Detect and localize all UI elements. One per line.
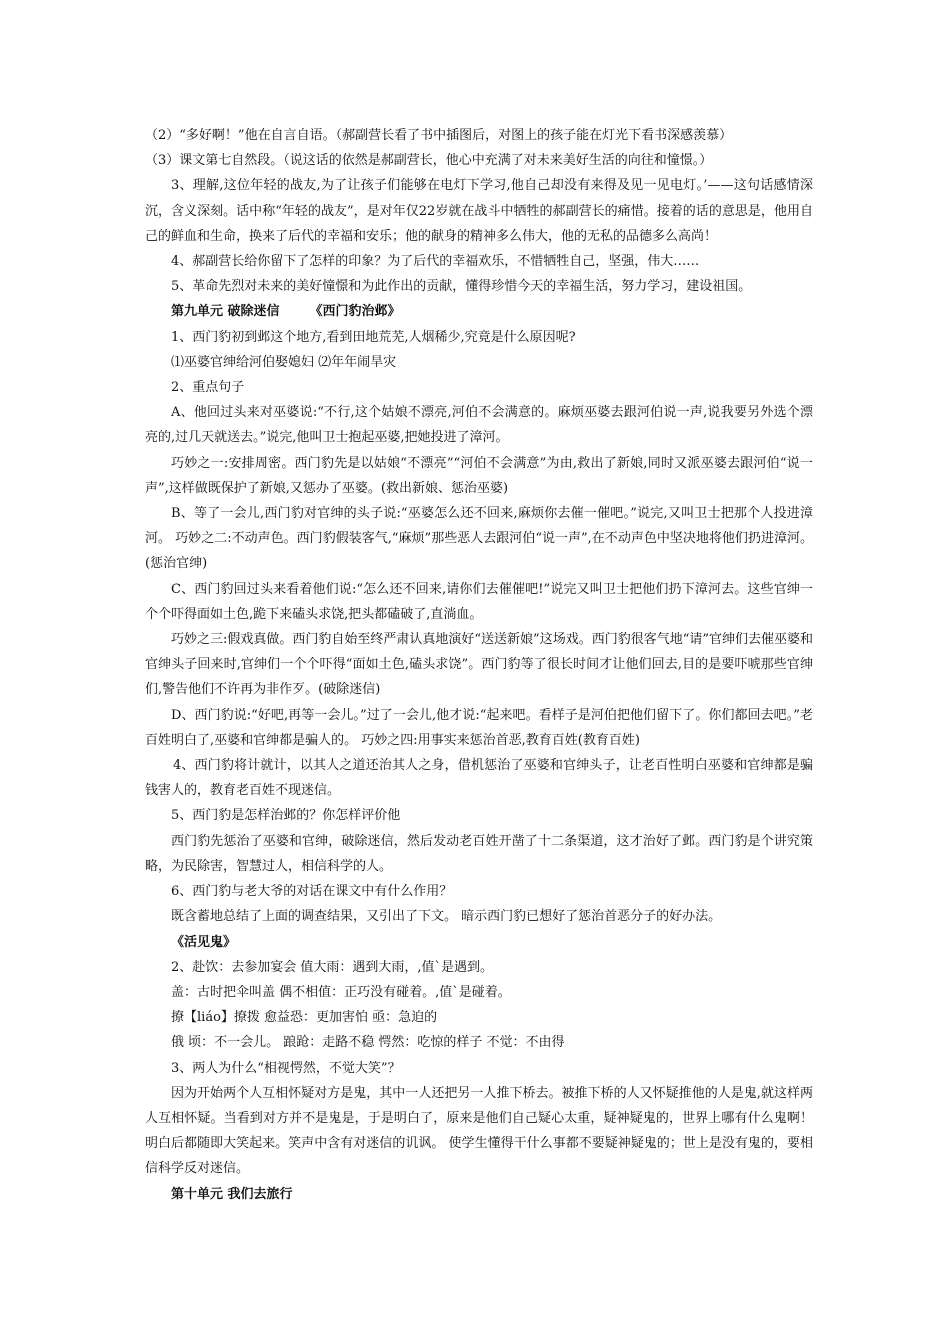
lesson-title: 《西门豹治邺》 — [309, 304, 401, 320]
unit-heading: 第十单元 我们去旅行 — [171, 1186, 293, 1202]
paragraph: （2）“多好啊！”他在自言自语。（郝副营长看了书中插图后，对图上的孩子能在灯光下看书深感羡慕） — [145, 128, 733, 143]
document-page — [145, 123, 813, 1207]
answer: 西门豹先惩治了巫婆和官绅，破除迷信，然后发动老百姓开凿了十二条渠道，这才治好了邺。西门豹是个讲究策略，为民除害，智慧过人，相信科学的人。 — [145, 833, 813, 874]
vocab-line: 俄 顷：不一会儿。 踉跄：走路不稳 愕然：吃惊的样子 不觉：不由得 — [171, 1035, 565, 1051]
paragraph: 巧妙之三:假戏真做。西门豹自始至终严肃认真地演好“送送新娘”这场戏。西门豹很客气地“请”官绅们去催巫婆和官绅头子回来时,官绅们一个个吓得“面如土色,磕头求饶”。西门豹等了很长时间才让他们回去,目的是要吓唬那些官绅们,警告他们不许再为非作歹。(破除迷信) — [145, 632, 813, 698]
paragraph: B、等了一会儿,西门豹对官绅的头子说:“巫婆怎么还不回来,麻烦你去催一催吧。”说完,又叫卫士把那个人投进漳河。 巧妙之二:不动声色。西门豹假装客气,“麻烦”那些恶人去跟河伯“说一声”,在不动声色中坚决地将他们扔进漳河。(惩治官绅) — [145, 506, 813, 572]
answer: 既含蓄地总结了上面的调查结果，又引出了下文。 暗示西门豹已想好了惩治首恶分子的好办法。 — [171, 909, 722, 925]
paragraph: 4、郝副营长给你留下了怎样的印象？为了后代的幸福欢乐，不惜牺牲自己，坚强，伟大…… — [171, 254, 700, 270]
lesson-heading: 《活见鬼》 — [171, 934, 237, 950]
paragraph: 3、理解,这位年轻的战友,为了让孩子们能够在电灯下学习,他自己却没有来得及见一见电灯。’——这句话感情深沉，含义深刻。话中称“年轻的战友”，是对年仅22岁就在战斗中牺牲的郝副营长的痛惜。接着的话的意思是，他用自己的鲜血和生命，换来了后代的幸福和安乐；他的献身的精神多么伟大，他的无私的品德多么高尚！ — [145, 178, 813, 244]
question: 6、西门豹与老大爷的对话在课文中有什么作用？ — [171, 884, 453, 900]
paragraph: C、西门豹回过头来看着他们说:“怎么还不回来,请你们去催催吧!”说完又叫卫士把他们扔下漳河去。这些官绅一个个吓得面如土色,跪下来磕头求饶,把头都磕破了,直淌血。 — [145, 581, 813, 622]
vocab-line: 撩【liáo】撩拨 愈益恐：更加害怕 亟：急迫的 — [171, 1010, 438, 1026]
paragraph: （3）课文第七自然段。（说这话的依然是郝副营长，他心中充满了对未来美好生活的向往和憧憬。） — [145, 153, 713, 169]
question: 1、西门豹初到邺这个地方,看到田地荒芜,人烟稀少,究竟是什么原因呢? — [171, 329, 576, 345]
unit-heading — [145, 299, 813, 324]
question: 3、两人为什么“相视愕然，不觉大笑”？ — [171, 1060, 401, 1076]
question: 2、重点句子 — [171, 380, 245, 396]
question: 5、西门豹是怎样治邺的？你怎样评价他 — [171, 808, 401, 824]
paragraph: D、西门豹说:“好吧,再等一会儿。”过了一会儿,他才说:“起来吧。看样子是河伯把他们留下了。你们都回去吧。”老百姓明白了,巫婆和官绅都是骗人的。 巧妙之四:用事实来惩治首恶,教育百姓(教育百姓) — [145, 707, 813, 748]
unit-title: 第九单元 破除迷信 — [171, 304, 280, 320]
answer: ⑴巫婆官绅给河伯娶媳妇 ⑵年年闹旱灾 — [171, 354, 397, 370]
paragraph: 巧妙之一:安排周密。西门豹先是以姑娘“不漂亮”“河伯不会满意”为由,救出了新娘,同时又派巫婆去跟河伯“说一声”,这样做既保护了新娘,又惩办了巫婆。(救出新娘、惩治巫婆) — [145, 455, 813, 496]
paragraph: A、他回过头来对巫婆说:“不行,这个姑娘不漂亮,河伯不会满意的。麻烦巫婆去跟河伯说一声,说我要另外选个漂亮的,过几天就送去。”说完,他叫卫士抱起巫婆,把她投进了漳河。 — [145, 405, 813, 446]
vocab-line: 2、赴饮：去参加宴会 值大雨：遇到大雨，,值`是遇到。 — [171, 959, 494, 975]
vocab-line: 盖：古时把伞叫盖 偶不相值：正巧没有碰着。,值`是碰着。 — [171, 984, 511, 1000]
answer: 因为开始两个人互相怀疑对方是鬼，其中一人还把另一人推下桥去。被推下桥的人又怀疑推他的人是鬼,就这样两人互相怀疑。当看到对方并不是鬼是，于是明白了，原来是他们自己疑心太重，疑神疑鬼的，世界上哪有什么鬼啊！明白后都随即大笑起来。笑声中含有对迷信的讥讽。 使学生懂得干什么事都不要疑神疑鬼的；世上是没有鬼的，要相信科学反对迷信。 — [145, 1085, 813, 1177]
paragraph: 5、革命先烈对未来的美好憧憬和为此作出的贡献，懂得珍惜今天的幸福生活，努力学习，建设祖国。 — [171, 279, 752, 295]
paragraph: 4、西门豹将计就计，以其人之道还治其人之身，借机惩治了巫婆和官绅头子，让老百性明白巫婆和官绅都是骗钱害人的，教育老百姓不现迷信。 — [145, 758, 813, 799]
